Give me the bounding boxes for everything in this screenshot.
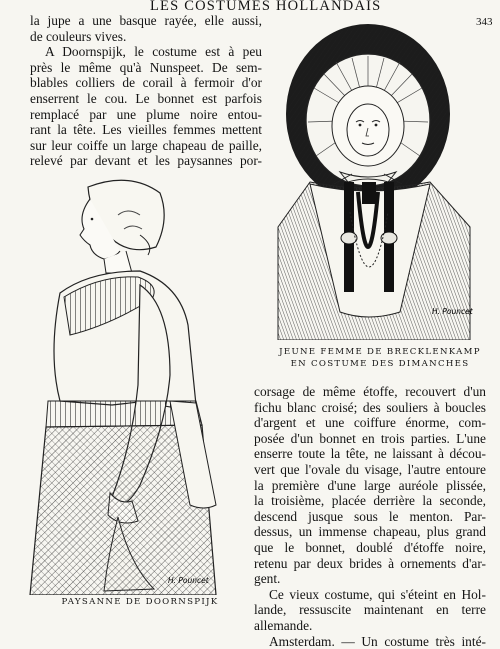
illustrator-signature: H. Pouncet (432, 307, 474, 316)
text-line: fichu blanc croisé; des souliers à boucles (254, 400, 486, 416)
text-line: la jupe a une basque rayée, elle aussi, (30, 13, 262, 29)
text-line: Ce vieux costume, qui s'éteint en Hol- (254, 587, 486, 603)
text-line: retenu par deux brides à ornements d'ar- (254, 556, 486, 572)
text-line: la première d'une large auréole plissée, (254, 478, 486, 494)
text-line: sur leur coiffe un large chapeau de paille, (30, 138, 262, 154)
text-line: gent. (254, 571, 486, 587)
text-line: vert que l'ovale du visage, l'autre entoure (254, 462, 486, 478)
caption-line: EN COSTUME DES DIMANCHES (266, 358, 494, 370)
text-line: Amsterdam. — Un costume très inté- (254, 634, 486, 649)
text-line: de couleurs vives. (30, 29, 262, 45)
text-line: relevé par devant et les paysannes por- (30, 153, 262, 169)
text-line: près le même qu'à Nunspeet. De sem- (30, 60, 262, 76)
doornspijk-peasant-illustration (20, 175, 252, 595)
caption-line: JEUNE FEMME DE BRECKLENKAMP (266, 346, 494, 358)
left-column-text (30, 13, 262, 169)
text-line: la troisième, placée derrière la seconde, (254, 493, 486, 509)
left-illustration-caption: PAYSANNE DE DOORNSPIJK (30, 597, 250, 607)
brecklenkamp-woman-illustration (270, 22, 476, 340)
page-number: 343 (476, 16, 493, 28)
right-column-text (254, 384, 486, 649)
text-line: d'argent et une coiffure énorme, com- (254, 415, 486, 431)
text-line: corsage de même étoffe, recouvert d'un (254, 384, 486, 400)
text-line: enserre toute la tête, ne laissant à décou- (254, 446, 486, 462)
text-line: enserrent le cou. Le bonnet est parfois (30, 91, 262, 107)
text-line: dessus, un immense chapeau, plus grand (254, 524, 486, 540)
text-line: A Doornspijk, le costume est à peu (30, 44, 262, 60)
text-line: remplacé par une plume noire entou- (30, 107, 262, 123)
text-line: blables colliers de corail à fermoir d'or (30, 75, 262, 91)
text-line: allemande. (254, 618, 486, 634)
text-line: que le bonnet, doublé d'étoffe noire, (254, 540, 486, 556)
text-line: rant la tête. Les vieilles femmes mettent (30, 122, 262, 138)
text-line: lande, ressuscite maintenant en terre (254, 602, 486, 618)
text-line: posée d'un bonnet en trois parties. L'une (254, 431, 486, 447)
illustrator-signature: H. Pouncet (168, 576, 210, 585)
running-head: LES COSTUMES HOLLANDAIS (150, 0, 380, 15)
text-line: descend jusque sous le menton. Par- (254, 509, 486, 525)
right-illustration-caption (266, 346, 494, 370)
